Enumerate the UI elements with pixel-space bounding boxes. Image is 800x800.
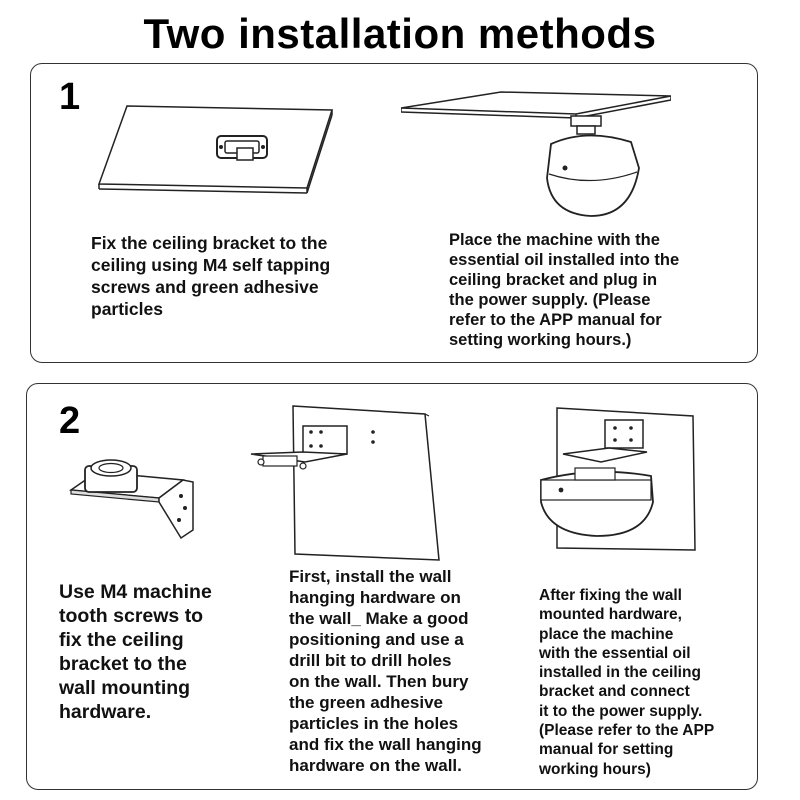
wall-step1-text: Use M4 machine tooth screws to fix the ceiling bracket to the wall mounting hardware. bbox=[59, 581, 212, 723]
ceiling-machine-illustration bbox=[401, 88, 671, 218]
ceiling-bracket-illustration bbox=[97, 96, 337, 196]
wall-step3-text: After fixing the wall mounted hardware, place the machine with the essential oil installed in the ceiling bracket and connect it to the power supply. (Please refer to the APP manual for setting working hours) bbox=[539, 587, 715, 778]
wall-hardware-illustration bbox=[249, 404, 449, 564]
ceiling-step1-text: Fix the ceiling bracket to the ceiling using M4 self tapping screws and green adhesive particles bbox=[91, 233, 331, 319]
page-title: Two installation methods bbox=[143, 10, 657, 57]
ceiling-method-panel bbox=[30, 63, 758, 363]
ceiling-step2-text: Place the machine with the essential oil installed into the ceiling bracket and plug in the power supply. (Please refer to the APP manual for setting working hours.) bbox=[449, 231, 680, 349]
method-number-1: 1 bbox=[59, 76, 81, 118]
method-number-2: 2 bbox=[59, 400, 81, 442]
wall-method-panel bbox=[26, 383, 758, 790]
bracket-to-hardware-illustration bbox=[63, 452, 203, 542]
wall-machine-illustration bbox=[535, 406, 705, 556]
wall-step2-text: First, install the wall hanging hardware on the wall_ Make a good positioning and use a drill bit to drill holes on the wall. Then bury the green adhesive particles in the holes and fix the wall hanging hardware on the wall. bbox=[289, 567, 482, 775]
